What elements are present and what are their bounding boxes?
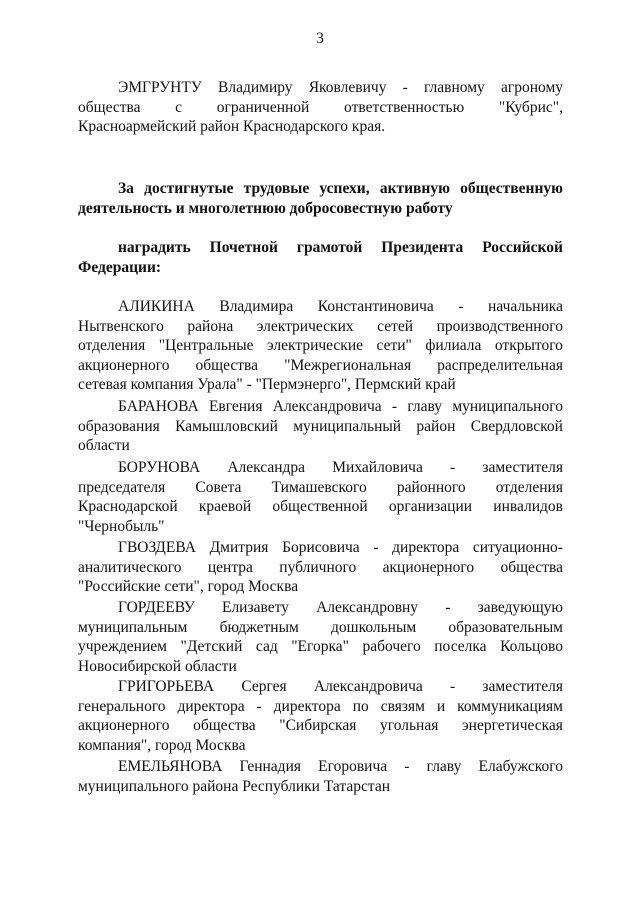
word: инвалидов <box>493 498 563 515</box>
word: бюджетным <box>219 618 299 636</box>
word: директора <box>273 697 341 715</box>
recipient-line <box>78 697 563 717</box>
recipient-alikin <box>78 297 563 395</box>
word: "Кубрис", <box>498 98 563 116</box>
word: электрические <box>267 337 364 354</box>
decree-reason-line <box>78 179 563 199</box>
word: "Центральные <box>158 337 254 354</box>
word: За <box>118 180 134 197</box>
word: - <box>445 599 451 616</box>
word: ответственностью <box>344 98 465 116</box>
word: Нытвенского <box>78 317 164 335</box>
recipient-line <box>78 397 563 417</box>
word: ситуационно- <box>472 539 563 556</box>
word: генерального <box>78 697 166 715</box>
word: ГВОЗДЕВА <box>118 539 196 556</box>
word: Кольцово <box>500 638 563 655</box>
recipient-line <box>78 757 563 777</box>
word: общества <box>195 356 259 374</box>
word: Александра <box>227 459 306 476</box>
word: Елизавету <box>221 599 289 616</box>
word: общественной <box>272 498 368 515</box>
word: грамотой <box>296 239 363 256</box>
word: директора <box>392 539 460 556</box>
word: общественную <box>460 180 563 197</box>
recipient-line: сетевая компания Урала" - "Пермэнерго", Пермский край <box>78 376 456 393</box>
word: Краснодарской <box>78 498 178 515</box>
word: районного <box>396 478 466 496</box>
entry-line <box>78 78 563 98</box>
word: - <box>450 678 456 695</box>
recipient-line <box>78 297 563 317</box>
word: БАРАНОВА <box>118 398 199 415</box>
word: заведующую <box>477 599 563 616</box>
entry-emgruntu <box>78 78 563 137</box>
word: распределительная <box>437 356 563 374</box>
word: сети" <box>376 337 412 354</box>
word: публичного <box>279 558 357 576</box>
word: ГОРДЕЕВУ <box>118 599 195 616</box>
word: заместителя <box>482 459 563 476</box>
word: Борисовича <box>282 539 360 556</box>
word: образовательным <box>448 618 563 636</box>
word: Александровича <box>313 678 423 695</box>
word: муниципальный <box>293 417 402 435</box>
word: - <box>458 298 464 315</box>
recipient-line <box>78 417 563 437</box>
recipient-line <box>78 336 563 356</box>
recipient-gordeeva <box>78 598 563 676</box>
recipient-line <box>78 458 563 478</box>
word: по <box>352 697 369 715</box>
word: главу <box>426 758 462 775</box>
word: директора <box>177 697 245 715</box>
word: производственного <box>436 317 563 335</box>
recipient-line <box>78 716 563 736</box>
word: Тимашевского <box>271 478 367 496</box>
word: "Сибирская <box>279 717 357 734</box>
recipient-grigoriev <box>78 677 563 755</box>
word: учреждением <box>78 638 167 655</box>
word: АЛИКИНА <box>118 298 195 315</box>
word: "Егорка" <box>291 638 349 655</box>
word: начальника <box>488 298 563 315</box>
word: - <box>450 459 456 476</box>
word: ЭМГРУНТУ <box>118 79 202 96</box>
word: трудовые <box>243 180 310 197</box>
word: краевой <box>198 498 252 515</box>
word: Владимиру <box>218 79 293 96</box>
recipient-line <box>78 497 563 517</box>
word: и <box>436 697 446 715</box>
recipient-gvozdev <box>78 538 563 597</box>
award-heading-line <box>78 238 563 258</box>
word: председателя <box>78 478 166 496</box>
word: центра <box>207 558 253 576</box>
word: достигнутые <box>144 180 234 197</box>
word: Почетной <box>209 239 278 256</box>
recipient-baranov <box>78 397 563 456</box>
word: общества <box>193 717 256 734</box>
word: - <box>373 539 379 556</box>
word: общества <box>500 558 563 576</box>
word: связям <box>380 697 425 715</box>
recipient-line <box>78 356 563 376</box>
word: акционерного <box>78 356 170 374</box>
word: дошкольным <box>331 618 417 636</box>
word: коммуникациям <box>457 697 563 715</box>
word: муниципальным <box>78 618 188 636</box>
word: - <box>404 758 410 775</box>
word: "Межрегиональная <box>284 356 412 374</box>
word: Президента <box>381 239 464 256</box>
word: открытого <box>494 337 563 354</box>
word: угольная <box>379 717 439 734</box>
word: Константиновича <box>317 298 434 315</box>
word: Михайловича <box>332 459 423 476</box>
word: Свердловской <box>470 417 563 435</box>
entry-line: Красноармейский район Краснодарского края. <box>78 118 386 135</box>
recipient-line: "Чернобыль" <box>78 517 165 535</box>
word: Геннадия <box>239 758 301 775</box>
recipient-emelyanov <box>78 757 563 796</box>
recipient-line <box>78 478 563 498</box>
award-heading <box>78 238 563 277</box>
word: сетей <box>377 317 414 335</box>
word: района <box>187 317 234 335</box>
entry-line <box>78 98 563 118</box>
word: с <box>175 98 183 116</box>
recipient-borunov <box>78 458 563 536</box>
word: рабочего <box>362 638 421 655</box>
word: Камышловский <box>175 417 278 435</box>
word: наградить <box>118 239 191 256</box>
page-number: 3 <box>316 30 324 47</box>
word: акционерного <box>382 558 475 576</box>
word: Сергея <box>241 678 287 695</box>
word: общества <box>78 98 141 116</box>
word: отделения <box>78 337 146 354</box>
recipient-line: области <box>78 437 130 454</box>
word: - <box>402 79 408 96</box>
decree-reason <box>78 179 563 218</box>
word: образования <box>78 417 160 435</box>
recipient-line: компания", город Москва <box>78 736 246 754</box>
word: ограниченной <box>216 98 310 116</box>
word: БОРУНОВА <box>118 459 201 476</box>
word: Яковлевичу <box>308 79 387 96</box>
decree-reason-line: деятельность и многолетнюю добросовестную работу <box>78 199 453 217</box>
word: аналитического <box>78 558 182 576</box>
word: "Детский <box>180 638 243 655</box>
word: - <box>256 697 262 715</box>
word: район <box>416 417 456 435</box>
word: Елабужского <box>478 758 563 775</box>
word: акционерного <box>78 717 170 734</box>
word: ЕМЕЛЬЯНОВА <box>118 758 223 775</box>
recipient-line <box>78 677 563 697</box>
recipient-line <box>78 538 563 558</box>
word: Дмитрия <box>209 539 269 556</box>
word: Владимира <box>219 298 294 315</box>
word: электрических <box>256 317 354 335</box>
word: филиала <box>425 337 482 354</box>
recipient-line: "Российские сети", город Москва <box>78 578 299 595</box>
award-heading-line: Федерации: <box>78 258 162 276</box>
word: Александровича <box>272 398 382 415</box>
word: заместителя <box>482 678 563 695</box>
word: ГРИГОРЬЕВА <box>118 678 215 695</box>
word: Российской <box>482 239 563 256</box>
word: Егоровича <box>318 758 388 775</box>
word: успехи, <box>319 180 370 197</box>
word: - <box>391 398 398 415</box>
recipient-line <box>78 598 563 618</box>
word: Совета <box>195 478 242 496</box>
word: энергетическая <box>462 717 563 734</box>
recipient-line: Новосибирской области <box>78 657 237 675</box>
word: муниципального <box>452 398 563 415</box>
word: главу <box>407 398 443 415</box>
word: отделения <box>495 478 563 496</box>
recipient-line <box>78 618 563 638</box>
word: главному <box>423 79 485 96</box>
recipient-line: муниципального района Республики Татарстан <box>78 777 391 795</box>
recipient-line <box>78 317 563 337</box>
word: сад <box>255 638 278 655</box>
word: поселка <box>434 638 487 655</box>
word: активную <box>379 180 450 197</box>
word: организации <box>388 498 473 515</box>
word: агроному <box>500 79 563 96</box>
word: Евгения <box>208 398 263 415</box>
recipient-line <box>78 637 563 657</box>
word: Александровну <box>316 599 419 616</box>
recipient-line <box>78 558 563 578</box>
